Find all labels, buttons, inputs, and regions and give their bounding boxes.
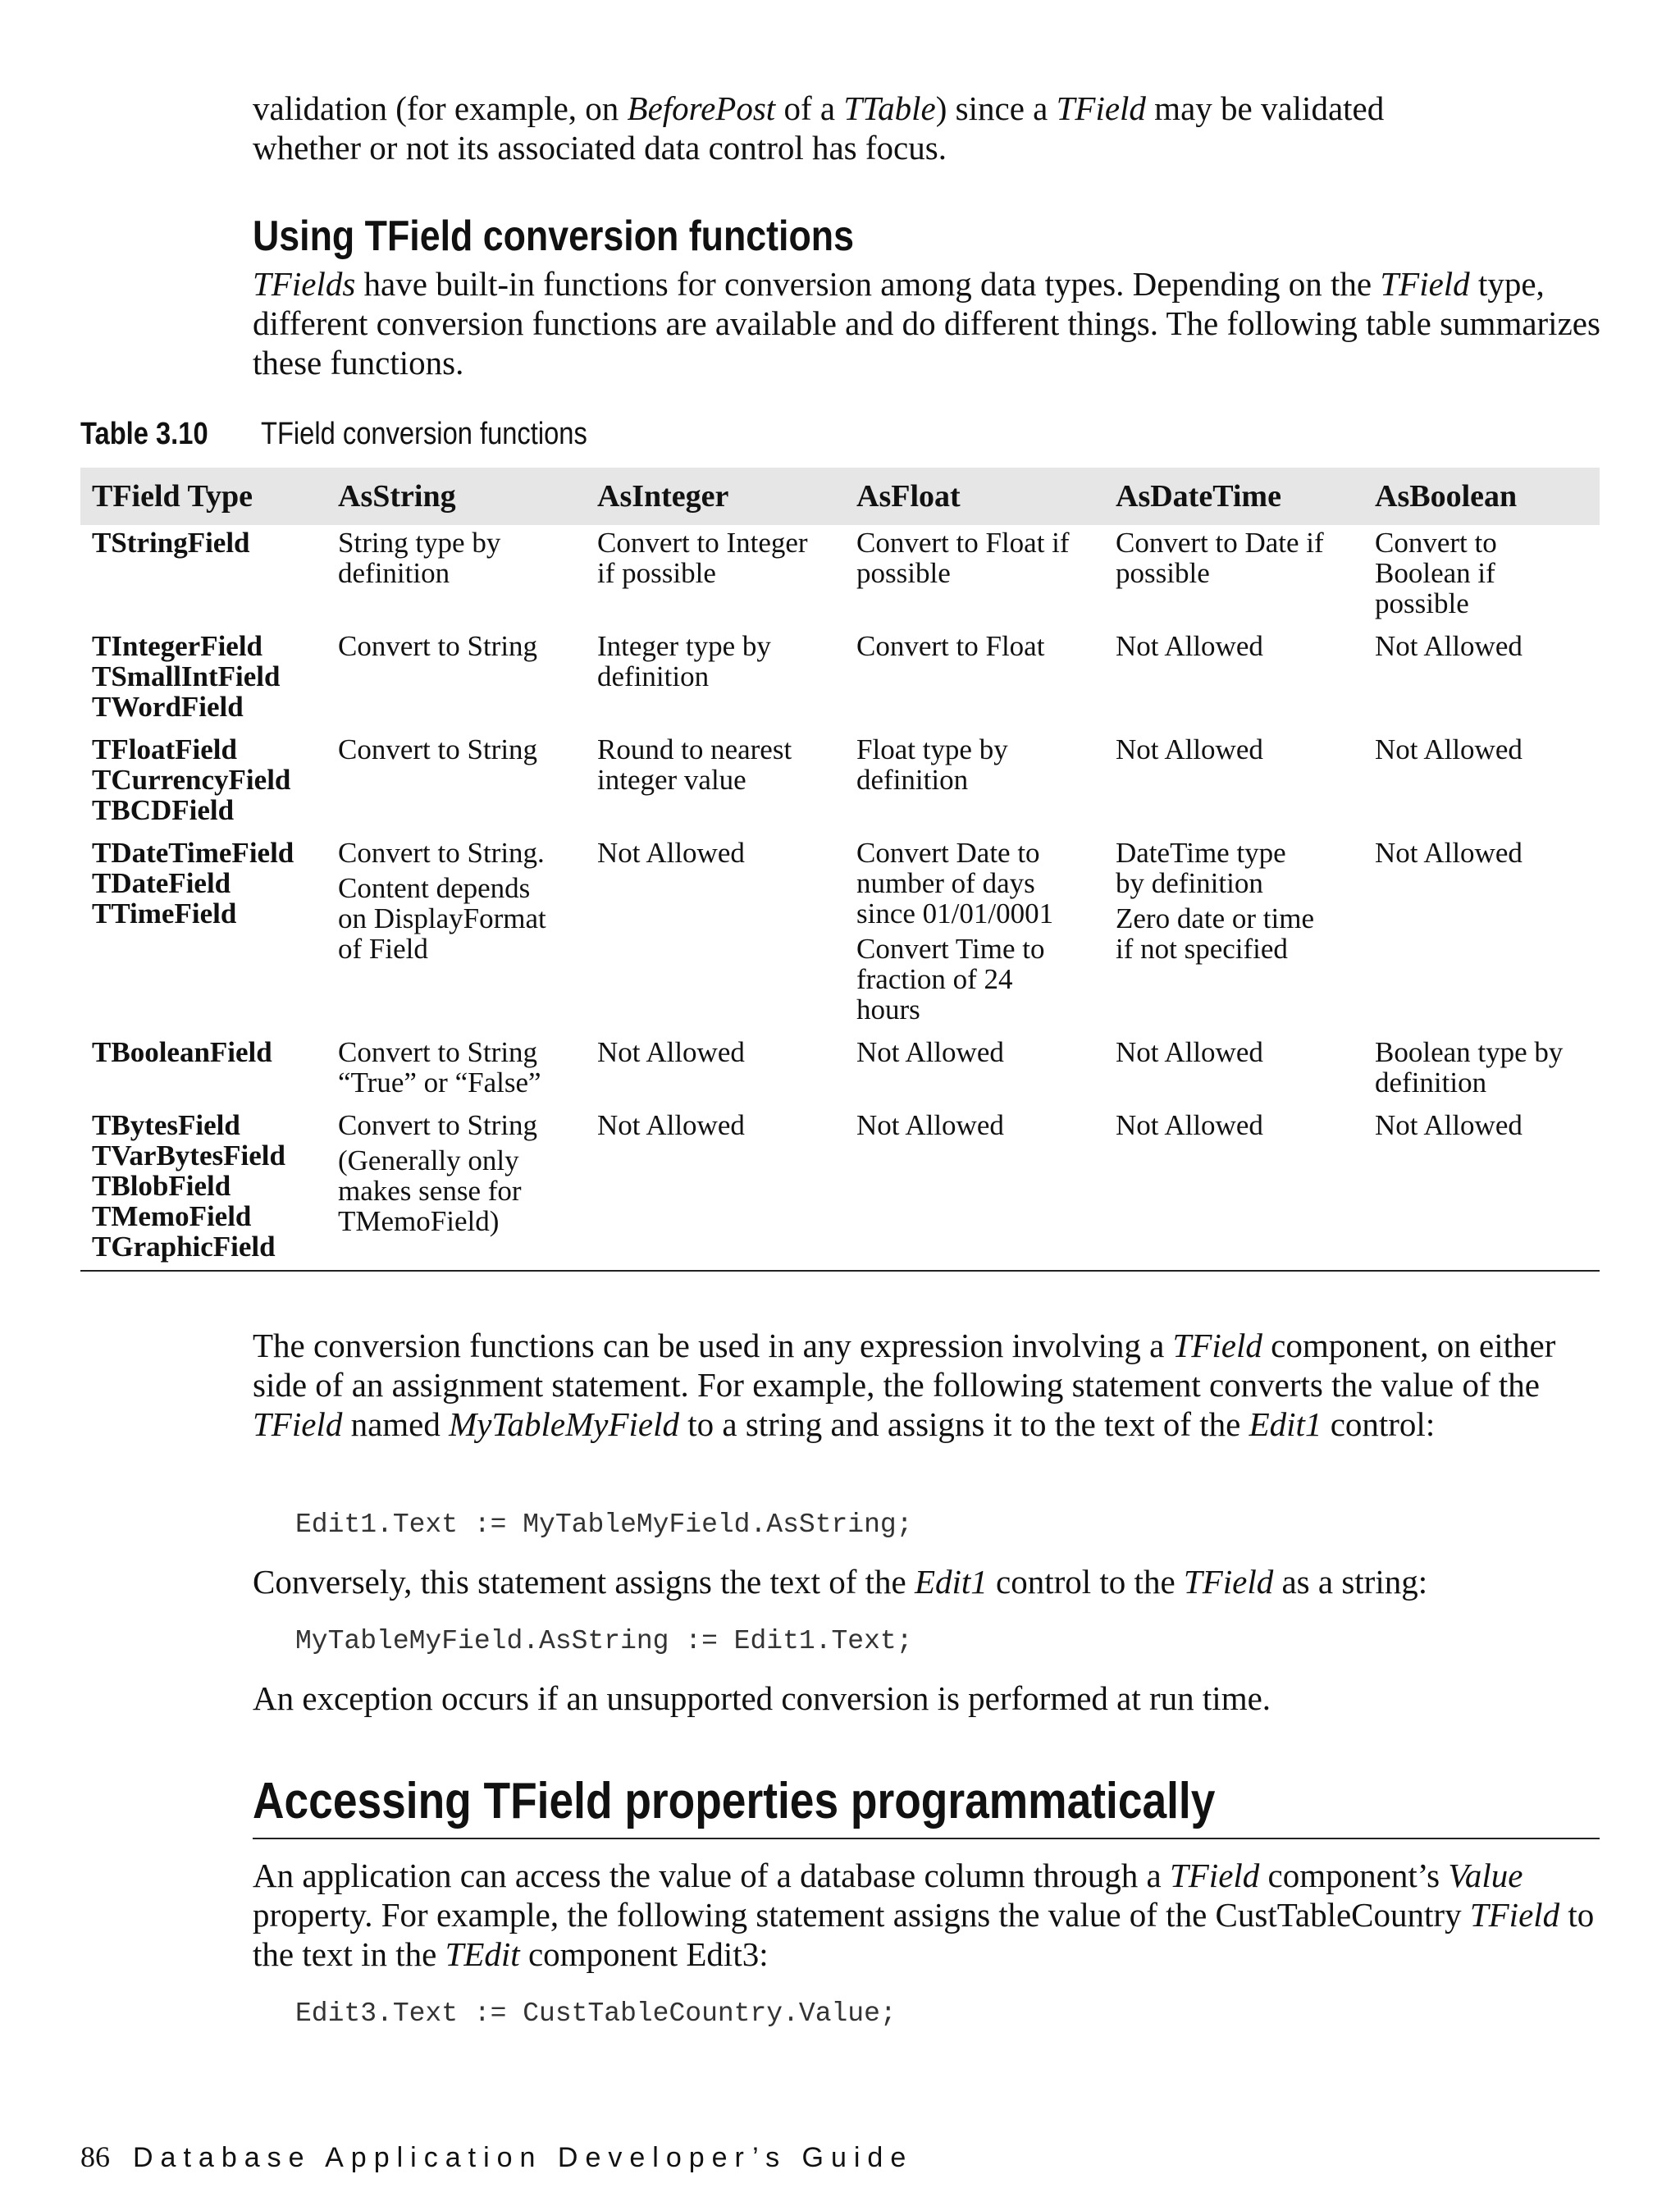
code-line: Edit3.Text := CustTableCountry.Value;	[295, 1998, 897, 2029]
table-cell	[80, 1035, 326, 1108]
table-cell	[326, 628, 586, 732]
text: Not Allowed	[1375, 1109, 1522, 1141]
text: Not Allowed	[597, 837, 745, 869]
text: Not Allowed	[1116, 1036, 1263, 1068]
table-row	[80, 628, 1600, 732]
table-row	[80, 525, 1600, 628]
text: if not specified	[1116, 933, 1288, 965]
text: TBytesField	[92, 1109, 240, 1141]
text: to the text in the	[253, 1896, 1595, 1973]
text: Conversely, this statement assigns the text of the	[253, 1563, 915, 1601]
column-header: AsInteger	[586, 468, 845, 525]
table-cell	[326, 525, 586, 628]
text: TBlobField	[92, 1170, 231, 1202]
text: validation (for example, on	[253, 89, 628, 127]
text: Round to nearest	[597, 733, 792, 765]
text: Convert to String	[338, 1036, 538, 1068]
text: TTimeField	[92, 898, 237, 930]
text: number of days	[856, 867, 1035, 899]
text: component’s	[1259, 1857, 1449, 1894]
column-header: TField Type	[80, 468, 326, 525]
table-cell	[1104, 1035, 1363, 1108]
table-cell	[845, 628, 1104, 732]
column-header: AsBoolean	[1363, 468, 1600, 525]
text: Boolean type by	[1375, 1036, 1564, 1068]
text: TMemoField)	[338, 1205, 500, 1237]
body-paragraph	[253, 1562, 1606, 1601]
italic-term: TField	[1469, 1896, 1560, 1934]
text: TWordField	[92, 691, 244, 723]
column-header: AsFloat	[845, 468, 1104, 525]
text: Integer type by	[597, 630, 771, 662]
text: Convert to String.	[338, 837, 545, 869]
text: Convert to Date if	[1116, 527, 1324, 559]
table-cell	[586, 1108, 845, 1271]
table-cell	[845, 1035, 1104, 1108]
text: hours	[856, 993, 920, 1025]
text: possible	[1375, 587, 1469, 619]
code-line: MyTableMyField.AsString := Edit1.Text;	[295, 1626, 913, 1656]
text: “True” or “False”	[338, 1067, 541, 1098]
code-line: Edit1.Text := MyTableMyField.AsString;	[295, 1510, 913, 1540]
text: definition	[338, 557, 450, 589]
text: if possible	[597, 557, 716, 589]
table-cell	[1363, 1108, 1600, 1271]
italic-term: TField	[1183, 1563, 1274, 1601]
text: Not Allowed	[1375, 630, 1522, 662]
intro-paragraph	[253, 89, 1606, 167]
footer-title: Database Application Developer’s Guide	[133, 2142, 914, 2173]
italic-term: MyTableMyField	[449, 1405, 679, 1443]
table-cell	[1104, 732, 1363, 835]
table-cell	[1104, 525, 1363, 628]
text: Float type by	[856, 733, 1008, 765]
italic-term: TFields	[253, 265, 356, 303]
text: TBooleanField	[92, 1036, 272, 1068]
italic-term: TEdit	[445, 1935, 520, 1973]
text: on DisplayFormat	[338, 902, 546, 934]
heading-rule	[253, 1838, 1600, 1839]
italic-term: TField	[1169, 1857, 1260, 1894]
text: have built-in functions for conversion among data types. Depending on the	[355, 265, 1372, 303]
table-cell	[586, 525, 845, 628]
text: definition	[1375, 1067, 1487, 1098]
text: Convert to Integer	[597, 527, 808, 559]
text: Boolean if	[1375, 557, 1495, 589]
text: Not Allowed	[597, 1109, 745, 1141]
text: TSmallIntField	[92, 660, 281, 692]
table-cell	[1363, 835, 1600, 1035]
text: Not Allowed	[856, 1036, 1004, 1068]
text: TIntegerField	[92, 630, 263, 662]
text: definition	[856, 764, 969, 796]
table-cell	[586, 1035, 845, 1108]
column-header: AsDateTime	[1104, 468, 1363, 525]
text: TGraphicField	[92, 1231, 276, 1263]
text: ) since a	[935, 89, 1057, 127]
text: property. For example, the following statement assigns the value of the CustTableCountry	[253, 1896, 1470, 1934]
text: Not Allowed	[856, 1109, 1004, 1141]
table-cell	[80, 835, 326, 1035]
table-cell	[586, 628, 845, 732]
text: TFloatField	[92, 733, 237, 765]
text: Not Allowed	[1375, 837, 1522, 869]
table-cell	[1104, 628, 1363, 732]
table-cell	[845, 1108, 1104, 1271]
table-cell	[1104, 835, 1363, 1035]
text: as a string:	[1273, 1563, 1428, 1601]
table-cell	[586, 835, 845, 1035]
body-paragraph	[253, 1326, 1606, 1444]
table-number: Table 3.10	[80, 417, 208, 451]
text: TVarBytesField	[92, 1140, 285, 1172]
text: Convert to Float if	[856, 527, 1070, 559]
text: Convert to	[1375, 527, 1497, 559]
table-row	[80, 1035, 1600, 1108]
text: (Generally only	[338, 1144, 519, 1176]
text: of Field	[338, 933, 428, 965]
text: whether or not its associated data control has focus.	[253, 129, 947, 167]
text: control to the	[987, 1563, 1184, 1601]
section-heading: Using TField conversion functions	[253, 212, 854, 260]
text: Not Allowed	[597, 1036, 745, 1068]
table-cell	[1104, 1108, 1363, 1271]
table-cell	[326, 835, 586, 1035]
text: The conversion functions can be used in any expression involving a	[253, 1327, 1173, 1364]
text: An application can access the value of a database column through a	[253, 1857, 1170, 1894]
text: possible	[856, 557, 951, 589]
conversion-table	[80, 468, 1600, 1272]
italic-term: TTable	[843, 89, 936, 127]
text: TDateTimeField	[92, 837, 294, 869]
table-cell	[1363, 1035, 1600, 1108]
column-header: AsString	[326, 468, 586, 525]
text: TMemoField	[92, 1200, 252, 1232]
text: String type by	[338, 527, 501, 559]
table-cell	[1363, 732, 1600, 835]
italic-term: Edit1	[1249, 1405, 1322, 1443]
text: may be validated	[1145, 89, 1385, 127]
text: component, on either side of an assignment statement. For example, the following statement converts the value of the	[253, 1327, 1556, 1404]
table-cell	[326, 1035, 586, 1108]
text: makes sense for	[338, 1175, 522, 1207]
italic-term: TField	[253, 1405, 343, 1443]
text: Content depends	[338, 872, 531, 904]
italic-term: Value	[1448, 1857, 1523, 1894]
text: to a string and assigns it to the text of the	[678, 1405, 1249, 1443]
table-cell	[845, 525, 1104, 628]
body-paragraph: An exception occurs if an unsupported conversion is performed at run time.	[253, 1679, 1271, 1717]
text: component Edit3:	[519, 1935, 769, 1973]
table-cell	[1363, 628, 1600, 732]
text: Convert to String	[338, 630, 538, 662]
table-cell	[326, 1108, 586, 1271]
text: type, different conversion functions are available and do different things. The following table summarizes these functions.	[253, 265, 1600, 381]
text: by definition	[1116, 867, 1263, 899]
text: Zero date or time	[1116, 902, 1314, 934]
body-paragraph	[253, 1856, 1606, 1974]
italic-term: BeforePost	[627, 89, 776, 127]
text: possible	[1116, 557, 1210, 589]
table-cell	[80, 525, 326, 628]
text: Convert to String	[338, 1109, 538, 1141]
table-cell	[80, 1108, 326, 1271]
table-cell	[845, 732, 1104, 835]
page-footer	[80, 2140, 913, 2174]
page-number: 86	[80, 2140, 110, 2173]
text: TDateField	[92, 867, 231, 899]
text: Convert to String	[338, 733, 538, 765]
italic-term: TField	[1056, 89, 1146, 127]
table-header-row	[80, 468, 1600, 525]
text: Convert Time to	[856, 933, 1045, 965]
text: DateTime type	[1116, 837, 1286, 869]
section-heading: Accessing TField properties programmatically	[253, 1773, 1216, 1829]
table-cell	[80, 628, 326, 732]
text: named	[342, 1405, 450, 1443]
text: integer value	[597, 764, 746, 796]
text: TBCDField	[92, 794, 235, 826]
table-row	[80, 1108, 1600, 1271]
italic-term: Edit1	[914, 1563, 988, 1601]
table-row	[80, 835, 1600, 1035]
text: Convert to Float	[856, 630, 1045, 662]
text: since 01/01/0001	[856, 898, 1054, 930]
text: definition	[597, 660, 710, 692]
text: fraction of 24	[856, 963, 1013, 995]
table-cell	[586, 732, 845, 835]
text: Not Allowed	[1375, 733, 1522, 765]
table-caption	[80, 417, 587, 452]
italic-term: TField	[1380, 265, 1470, 303]
text: TStringField	[92, 527, 250, 559]
text: Not Allowed	[1116, 1109, 1263, 1141]
italic-term: TField	[1172, 1327, 1262, 1364]
section-paragraph	[253, 264, 1606, 382]
text: Not Allowed	[1116, 733, 1263, 765]
table-title: TField conversion functions	[261, 417, 587, 451]
text: Not Allowed	[1116, 630, 1263, 662]
text: of a	[775, 89, 844, 127]
table-cell	[326, 732, 586, 835]
table-cell	[1363, 525, 1600, 628]
table-row	[80, 732, 1600, 835]
text: Convert Date to	[856, 837, 1040, 869]
table-cell	[845, 835, 1104, 1035]
table-cell	[80, 732, 326, 835]
text: TCurrencyField	[92, 764, 291, 796]
text: control:	[1322, 1405, 1436, 1443]
